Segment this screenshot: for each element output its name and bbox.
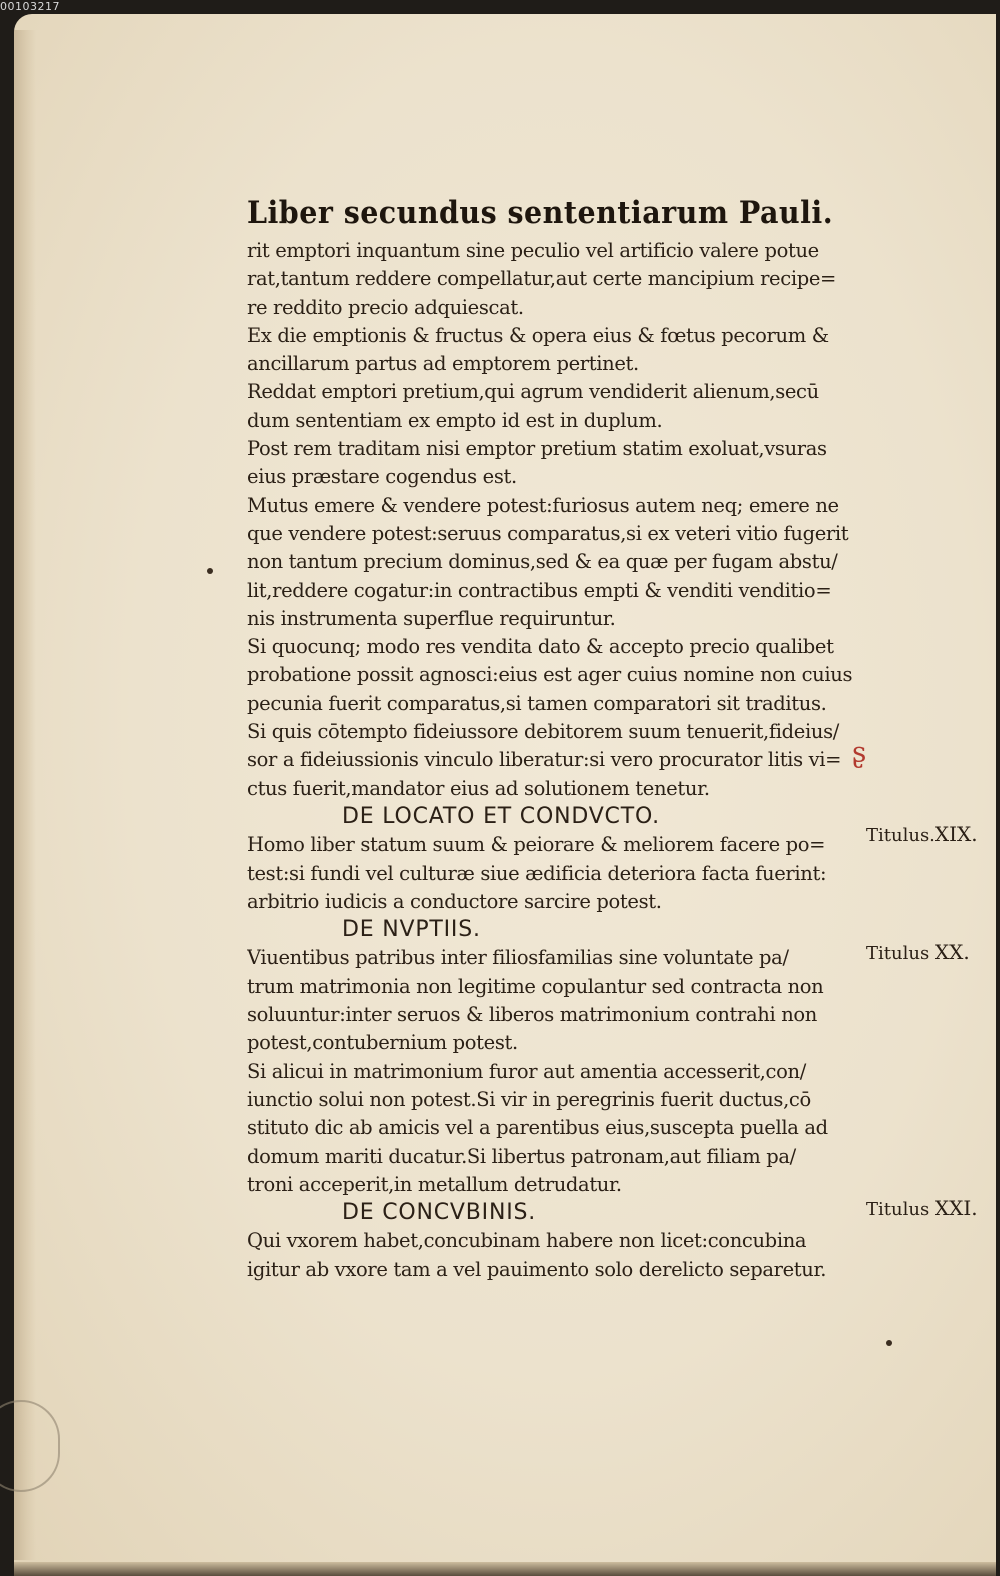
text-line: dum sententiam ex empto id est in duplum.: [247, 408, 663, 432]
page-bottom-edge: [14, 1562, 996, 1576]
text-line: Qui vxorem habet,concubinam habere non licet:concubina: [247, 1229, 807, 1253]
main-text-block: [247, 195, 857, 1284]
scan-id-label: 00103217: [0, 0, 60, 13]
text-line: domum mariti ducatur.Si libertus patronam,aut filiam pa/: [247, 1144, 796, 1168]
page-gutter-shadow: [14, 30, 36, 1560]
red-margin-mark: ʂ: [852, 736, 867, 769]
text-line: Post rem traditam nisi emptor pretium statim exoluat,vsuras: [247, 437, 827, 461]
text-line: nis instrumenta superflue requiruntur.: [247, 606, 616, 630]
text-line: Reddat emptori pretium,qui agrum vendiderit alienum,secū: [247, 380, 819, 404]
text-line: rat,tantum reddere compellatur,aut certe mancipium recipe=: [247, 267, 837, 291]
margin-titulus-21: [866, 1196, 978, 1220]
text-line: Mutus emere & vendere potest:furiosus autem neq; emere ne: [247, 493, 839, 517]
section-heading-nuptiis: DE NVPTIIS.: [342, 917, 481, 943]
text-line: soluuntur:inter seruos & liberos matrimonium contrahi non: [247, 1003, 818, 1027]
text-line: ancillarum partus ad emptorem pertinet.: [247, 352, 639, 376]
text-line: Homo liber statum suum & peiorare & meliorem facere po=: [247, 833, 826, 857]
text-line: ctus fuerit,mandator eius ad solutionem tenetur.: [247, 776, 710, 800]
text-line: iunctio solui non potest.Si vir in peregrinis fuerit ductus,cō: [247, 1087, 811, 1111]
titulus-word: Titulus: [866, 943, 930, 964]
text-line: Si quis cōtempto fideiussore debitorem suum tenuerit,fideius/: [247, 720, 839, 744]
paragraphs-locato: [247, 831, 857, 916]
ink-speck: [207, 568, 213, 574]
titulus-number: XXI.: [934, 1196, 978, 1220]
text-line: re reddito precio adquiescat.: [247, 295, 524, 319]
titulus-word: Titulus: [866, 1199, 930, 1220]
text-line: Si alicui in matrimonium furor aut amentia accesserit,con/: [247, 1059, 806, 1083]
section-heading-concubinis: DE CONCVBINIS.: [342, 1200, 537, 1226]
text-line: probatione possit agnosci:eius est ager cuius nomine non cuius: [247, 663, 853, 687]
text-line: Ex die emptionis & fructus & opera eius & fœtus pecorum &: [247, 323, 829, 347]
text-line: lit,reddere cogatur:in contractibus empti & venditi venditio=: [247, 578, 832, 602]
text-line: test:si fundi vel culturæ siue ædificia deteriora facta fuerint:: [247, 861, 827, 885]
paragraphs-nuptiis: [247, 944, 857, 1199]
running-head: Liber secundus sententiarum Pauli.: [247, 195, 834, 231]
text-line: pecunia fuerit comparatus,si tamen comparatori sit traditus.: [247, 691, 827, 715]
text-line: sor a fideiussionis vinculo liberatur:si vero procurator litis vi=: [247, 748, 842, 772]
paragraphs-concubinis: [247, 1227, 857, 1284]
margin-titulus-19: [866, 822, 978, 846]
text-line: potest,contubernium potest.: [247, 1031, 518, 1055]
text-line: Viuentibus patribus inter filiosfamilias sine voluntate pa/: [247, 946, 789, 970]
text-line: trum matrimonia non legitime copulantur sed contracta non: [247, 974, 824, 998]
margin-titulus-20: [866, 940, 970, 964]
text-line: arbitrio iudicis a conductore sarcire potest.: [247, 889, 662, 913]
titulus-number: XX.: [934, 940, 970, 964]
text-line: eius præstare cogendus est.: [247, 465, 517, 489]
section-heading-locato: DE LOCATO ET CONDVCTO.: [342, 803, 660, 829]
text-line: troni acceperit,in metallum detrudatur.: [247, 1172, 622, 1196]
paragraphs-emptio: [247, 237, 857, 803]
text-line: stituto dic ab amicis vel a parentibus eius,suscepta puella ad: [247, 1116, 828, 1140]
titulus-word: Titulus.: [866, 825, 935, 846]
text-line: Si quocunq; modo res vendita dato & accepto precio qualibet: [247, 635, 834, 659]
text-line: que vendere potest:seruus comparatus,si ex veteri vitio fugerit: [247, 521, 849, 545]
titulus-number: XIX.: [934, 822, 978, 846]
text-line: rit emptori inquantum sine peculio vel artificio valere potue: [247, 239, 819, 262]
text-line: igitur ab vxore tam a vel pauimento solo derelicto separetur.: [247, 1257, 827, 1281]
ink-speck: [886, 1340, 892, 1346]
text-line: non tantum precium dominus,sed & ea quæ per fugam abstu/: [247, 550, 838, 574]
